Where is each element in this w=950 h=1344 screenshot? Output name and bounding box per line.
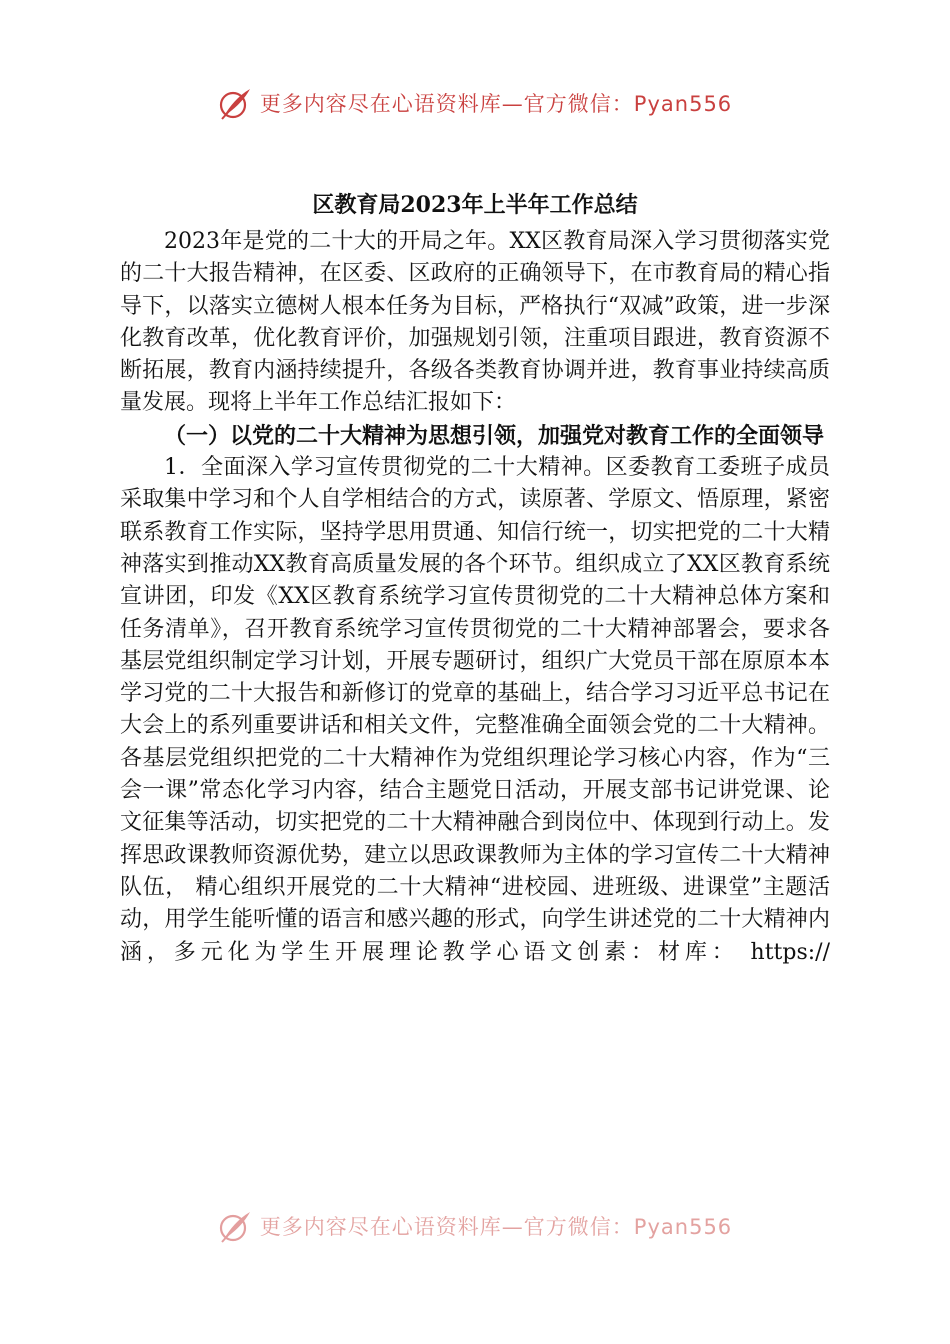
intro-paragraph: 2023年是党的二十大的开局之年。XX区教育局深入学习贯彻落实党的二十大报告精神，在区委、区政府的正确领导下，在市教育局的精心指导下，以落实立德树人根本任务为目标，严格执行“双减”政策，进一步深化教育改革，优化教育评价，加强规划引领，注重项目跟进，教育资源不断拓展，教育内涵持续提升，各级各类教育协调并进，教育事业持续高质量发展。现将上半年工作总结汇报如下：	[120, 229, 830, 416]
header-watermark-text: 更多内容尽在心语资料库—官方微信：Pyan556	[259, 92, 733, 116]
footer-watermark-text: 更多内容尽在心语资料库—官方微信：Pyan556	[259, 1215, 733, 1239]
quill-logo-icon	[218, 1209, 252, 1243]
header-watermark-banner	[0, 80, 950, 126]
document-body	[120, 226, 830, 969]
document-title: 区教育局2023年上半年工作总结	[312, 192, 638, 218]
quill-logo-icon	[218, 86, 252, 120]
item-paragraph: 1．全面深入学习宣传贯彻党的二十大精神。区委教育工委班子成员采取集中学习和个人自学相结合的方式，读原著、学原文、悟原理，紧密联系教育工作实际，坚持学思用贯通、知信行统一，切实把党的二十大精神落实到推动XX教育高质量发展的各个环节。组织成立了XX区教育系统宣讲团，印发《XX区教育系统学习宣传贯彻党的二十大精神总体方案和任务清单》，召开教育系统学习宣传贯彻党的二十大精神部署会，要求各基层党组织制定学习计划，开展专题研讨，组织广大党员干部在原原本本学习党的二十大报告和新修订的党章的基础上，结合学习习近平总书记在大会上的系列重要讲话和相关文件，完整准确全面领会党的二十大精神。各基层党组织把党的二十大精神作为党组织理论学习核心内容，作为“三会一课”常态化学习内容，结合主题党日活动，开展支部书记讲党课、论文征集等活动，切实把党的二十大精神融合到岗位中、体现到行动上。发挥思政课教师资源优势，建立以思政课教师为主体的学习宣传二十大精神队伍， 精心组织开展党的二十大精神“进校园、进班级、进课堂”主题活动，用学生能听懂的语言和感兴趣的形式，向学生讲述党的二十大精神内涵，多元化为学生开展理论教学心语文创素：材库： https://	[120, 455, 830, 965]
footer-watermark-banner	[0, 1208, 950, 1244]
section-heading: （一）以党的二十大精神为思想引领，加强党对教育工作的全面领导	[164, 422, 825, 449]
